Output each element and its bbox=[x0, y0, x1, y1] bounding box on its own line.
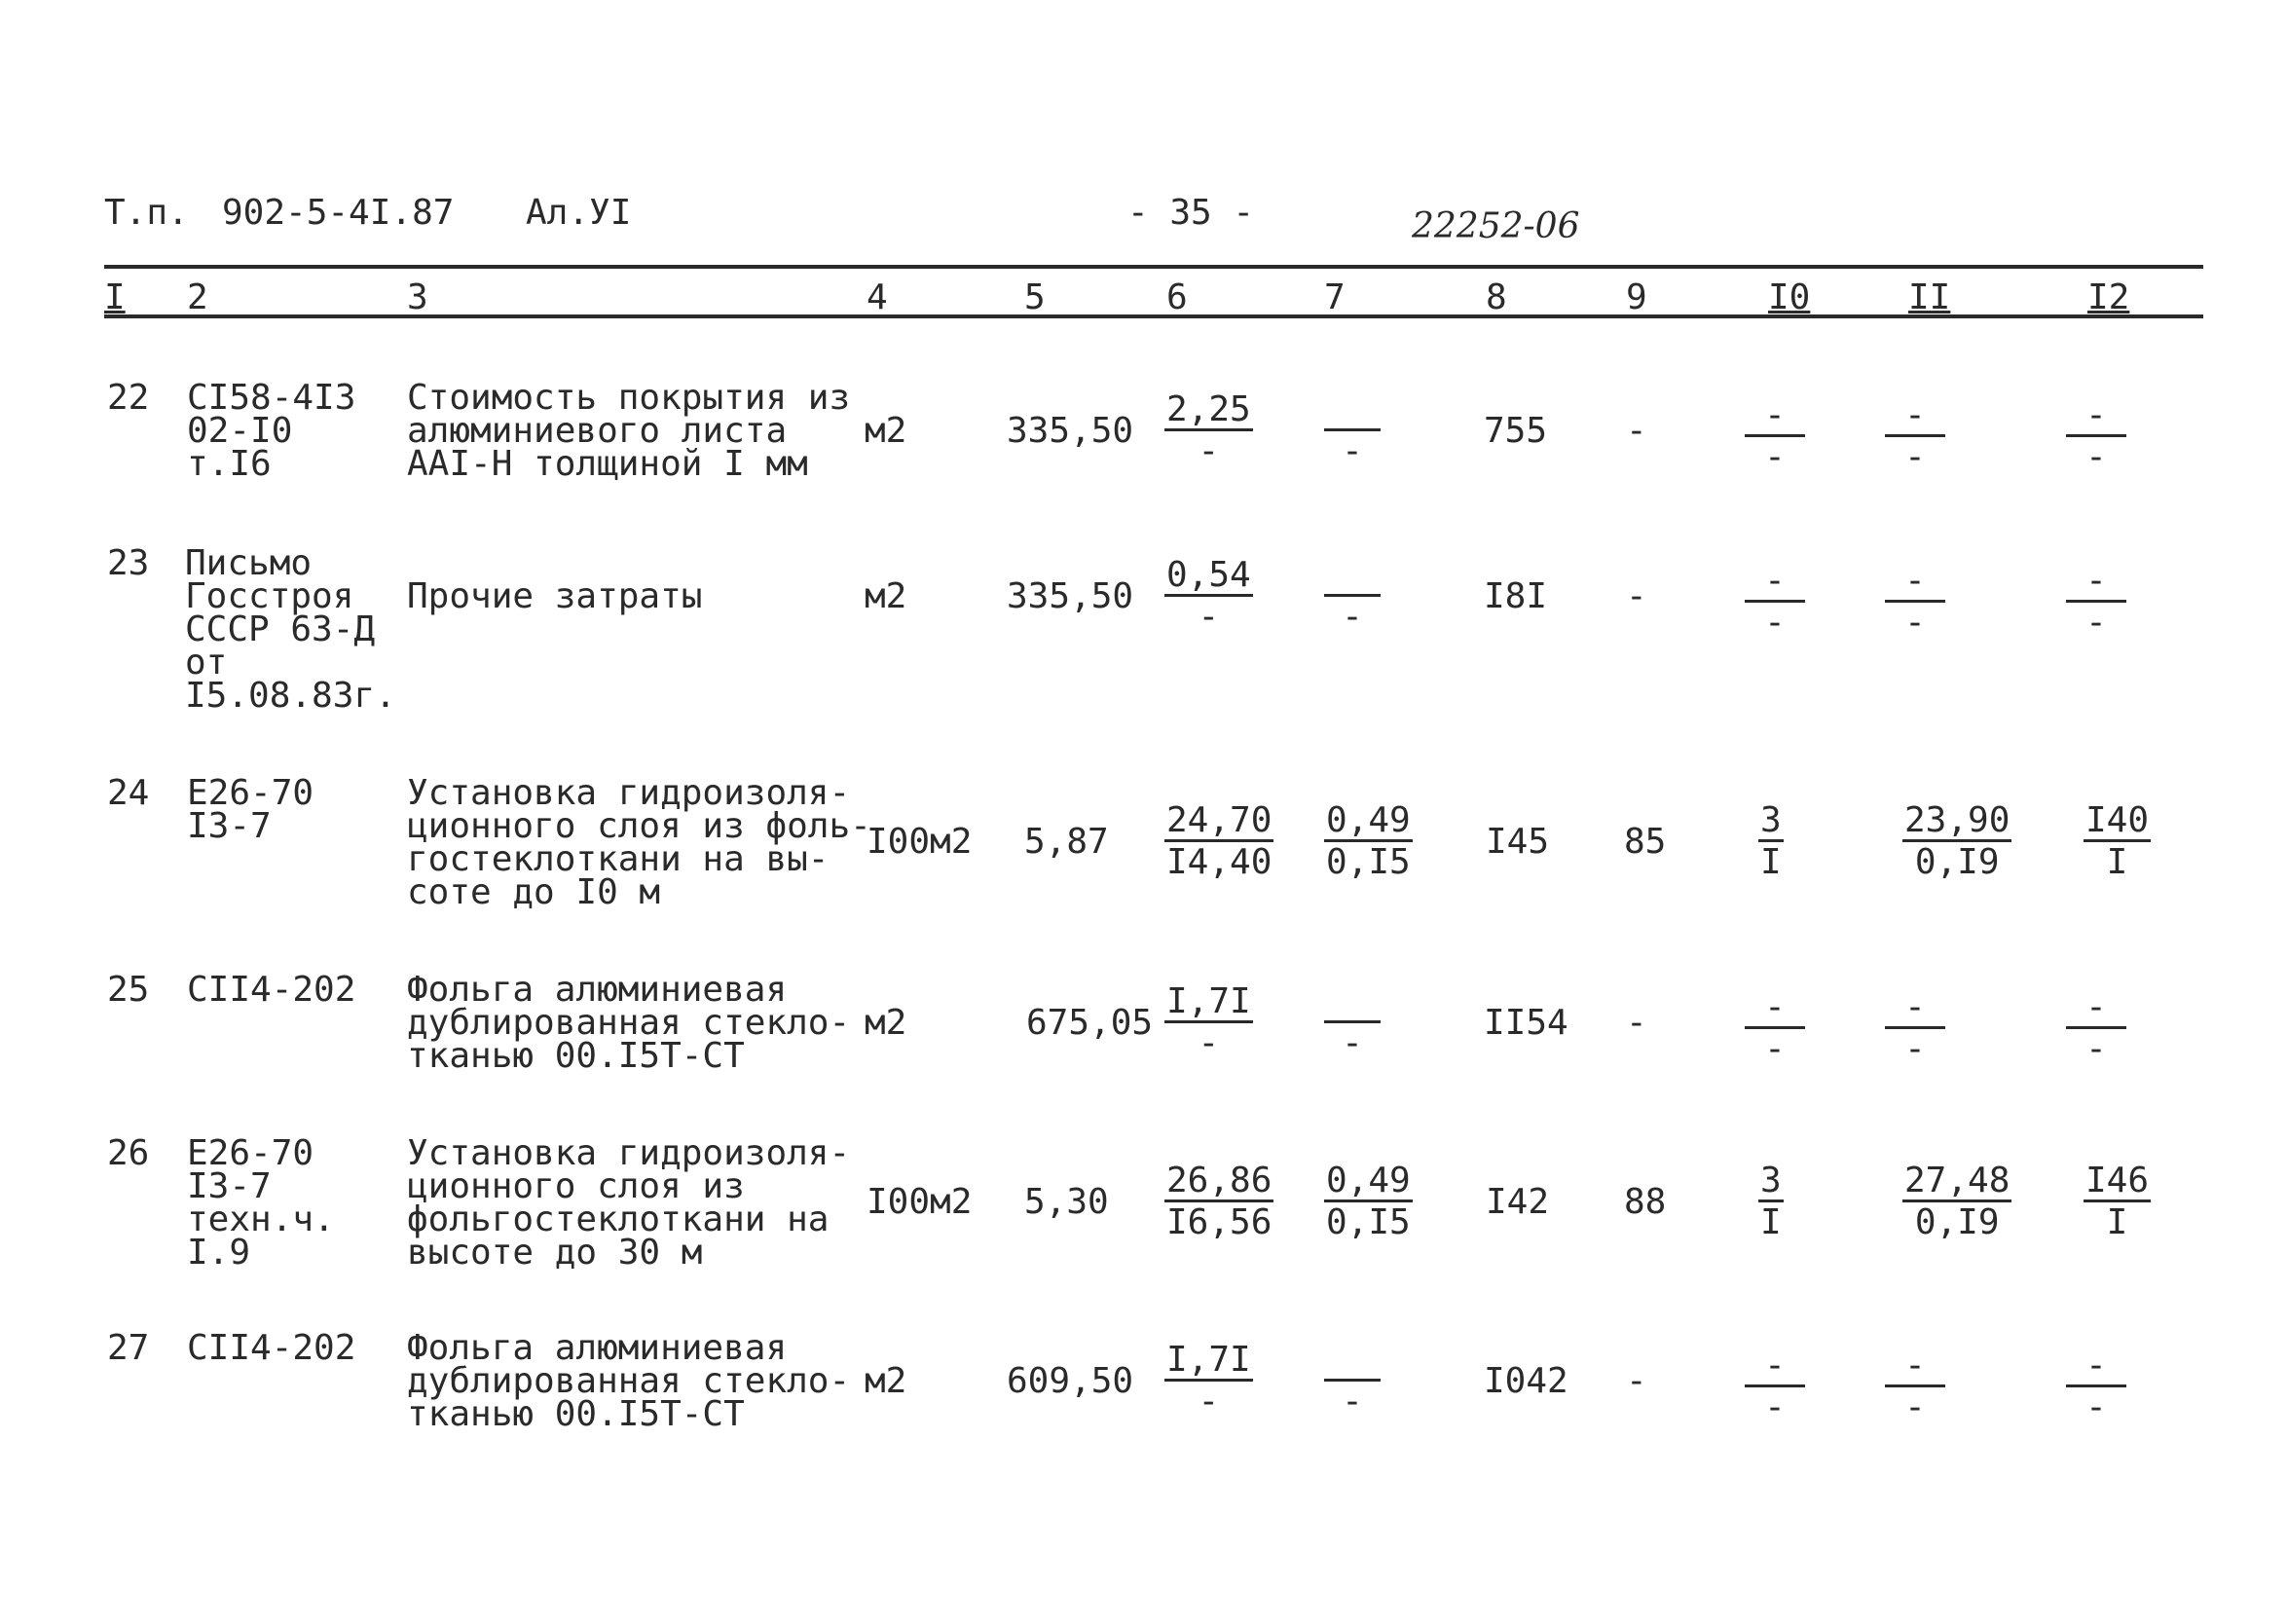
row-col9-value: - bbox=[1626, 576, 1647, 616]
row-col11-fraction: - - bbox=[1885, 991, 1945, 1066]
row-col10-fraction: $\frac{3}{I}$ bbox=[1760, 800, 1782, 882]
row-description bbox=[407, 970, 851, 1076]
row-description bbox=[407, 1328, 851, 1434]
row-col8-value: I8I bbox=[1484, 576, 1548, 616]
reference-line: I.9 bbox=[187, 1233, 251, 1273]
reference-line: техн.ч. bbox=[187, 1200, 335, 1239]
row-col11-fraction: $\frac{27,48}{0,I9}$ bbox=[1904, 1161, 2010, 1242]
row-unit: м2 bbox=[865, 1003, 907, 1043]
row-unit: I00м2 bbox=[867, 822, 973, 862]
description-line: фольгостеклоткани на bbox=[407, 1200, 830, 1239]
reference-line: I5.08.83г. bbox=[185, 676, 396, 716]
row-number: 25 bbox=[107, 970, 150, 1010]
description-line: соте до I0 м bbox=[407, 872, 661, 912]
header-page-number: - 35 - bbox=[1127, 193, 1255, 233]
row-description bbox=[407, 773, 871, 912]
header-album: Ал.УI bbox=[526, 193, 632, 233]
row-col12-fraction: - - bbox=[2066, 991, 2126, 1066]
description-line: тканью 00.I5Т-СТ bbox=[407, 1036, 745, 1076]
row-quantity: 675,05 bbox=[1026, 1003, 1154, 1043]
column-number: 4 bbox=[867, 277, 888, 317]
row-col12-fraction: - - bbox=[2066, 565, 2126, 640]
row-col6-fraction: 0,54 - bbox=[1166, 555, 1251, 637]
column-number: I0 bbox=[1768, 277, 1811, 317]
row-col9-value: - bbox=[1626, 1003, 1647, 1043]
description-line: Установка гидроизоля- bbox=[407, 773, 851, 813]
description-line: высоте до 30 м bbox=[407, 1233, 703, 1273]
description-line: тканью 00.I5Т-СТ bbox=[407, 1394, 745, 1434]
column-number: 5 bbox=[1024, 277, 1046, 317]
column-number: 6 bbox=[1166, 277, 1188, 317]
row-col11-fraction: - - bbox=[1885, 565, 1945, 640]
header-project-number: 902-5-4I.87 bbox=[222, 193, 455, 233]
row-col8-value: I42 bbox=[1486, 1182, 1550, 1222]
row-number: 22 bbox=[107, 378, 150, 418]
row-reference bbox=[187, 773, 314, 846]
description-line: дублированная стекло- bbox=[407, 1361, 851, 1401]
row-col9-value: 85 bbox=[1624, 822, 1667, 862]
description-line: ционного слоя из фоль- bbox=[407, 806, 871, 846]
header-handwritten-code: 22252-06 bbox=[1412, 206, 1580, 246]
reference-line: CII4-202 bbox=[187, 970, 356, 1010]
row-col10-fraction: $\frac{3}{I}$ bbox=[1760, 1161, 1782, 1242]
description-line: AAI-Н толщиной I мм bbox=[407, 444, 808, 484]
column-number: 9 bbox=[1626, 277, 1647, 317]
description-line: Фольга алюминиевая bbox=[407, 970, 788, 1010]
row-col12-fraction: - - bbox=[2066, 1349, 2126, 1424]
row-col6-fraction: 2,25 - bbox=[1166, 389, 1251, 471]
row-col8-value: I042 bbox=[1484, 1361, 1568, 1401]
row-col9-value: 88 bbox=[1624, 1182, 1667, 1222]
description-line: Стоимость покрытия из bbox=[407, 378, 851, 418]
row-reference bbox=[185, 543, 396, 716]
row-col6-fraction: I,7I - bbox=[1166, 1340, 1251, 1421]
row-col11-fraction: $\frac{23,90}{0,I9}$ bbox=[1904, 800, 2010, 882]
row-col7-fraction: - bbox=[1324, 1361, 1381, 1419]
description-line: Установка гидроизоля- bbox=[407, 1133, 851, 1173]
row-col12-fraction: $\frac{I46}{I}$ bbox=[2085, 1161, 2150, 1242]
reference-line: I3-7 bbox=[187, 806, 272, 846]
row-col7-fraction: - bbox=[1324, 1003, 1381, 1060]
row-col12-fraction: - - bbox=[2066, 399, 2126, 474]
row-col10-fraction: - - bbox=[1745, 991, 1805, 1066]
column-number: II bbox=[1908, 277, 1951, 317]
row-number: 26 bbox=[107, 1133, 150, 1173]
description-line: гостеклоткани на вы- bbox=[407, 839, 830, 879]
reference-line: CII4-202 bbox=[187, 1328, 356, 1368]
row-col7-fraction: - bbox=[1324, 411, 1381, 468]
description-line: Фольга алюминиевая bbox=[407, 1328, 788, 1368]
row-number: 24 bbox=[107, 773, 150, 813]
column-number: 7 bbox=[1324, 277, 1346, 317]
reference-line: Письмо bbox=[185, 543, 313, 583]
row-col11-fraction: - - bbox=[1885, 1349, 1945, 1424]
column-number: 2 bbox=[187, 277, 208, 317]
reference-line: I3-7 bbox=[187, 1166, 272, 1206]
row-col8-value: I45 bbox=[1486, 822, 1550, 862]
row-col10-fraction: - - bbox=[1745, 565, 1805, 640]
reference-line: СССР 63-Д bbox=[185, 609, 376, 649]
row-quantity: 5,87 bbox=[1024, 822, 1109, 862]
row-reference bbox=[187, 378, 356, 484]
column-number: I2 bbox=[2087, 277, 2130, 317]
row-col8-value: 755 bbox=[1484, 411, 1548, 451]
description-line: ционного слоя из bbox=[407, 1166, 745, 1206]
row-col6-fraction: $\frac{26,86}{I6,56}$ bbox=[1166, 1161, 1273, 1242]
row-col10-fraction: - - bbox=[1745, 1349, 1805, 1424]
row-col8-value: II54 bbox=[1484, 1003, 1568, 1043]
row-reference bbox=[187, 970, 356, 1010]
row-col6-fraction: $\frac{24,70}{I4,40}$ bbox=[1166, 800, 1273, 882]
header-top-rule bbox=[104, 265, 2203, 269]
row-unit: м2 bbox=[865, 576, 907, 616]
column-number: 8 bbox=[1486, 277, 1507, 317]
reference-line: от bbox=[185, 643, 228, 683]
row-reference bbox=[187, 1133, 335, 1273]
row-col11-fraction: - - bbox=[1885, 399, 1945, 474]
row-description bbox=[407, 576, 703, 616]
row-quantity: 5,30 bbox=[1024, 1182, 1109, 1222]
reference-line: Е26-70 bbox=[187, 773, 314, 813]
row-col6-fraction: I,7I - bbox=[1166, 981, 1251, 1063]
row-col7-fraction: $\frac{0,49}{0,I5}$ bbox=[1326, 800, 1411, 882]
row-quantity: 335,50 bbox=[1007, 576, 1134, 616]
reference-line: т.I6 bbox=[187, 444, 272, 484]
row-number: 23 bbox=[107, 543, 150, 583]
row-col7-fraction: - bbox=[1324, 576, 1381, 634]
row-unit: м2 bbox=[865, 1361, 907, 1401]
row-col9-value: - bbox=[1626, 1361, 1647, 1401]
row-description bbox=[407, 1133, 851, 1273]
row-quantity: 609,50 bbox=[1007, 1361, 1134, 1401]
description-line: дублированная стекло- bbox=[407, 1003, 851, 1043]
header-series: Т.п. bbox=[104, 193, 189, 233]
row-col9-value: - bbox=[1626, 411, 1647, 451]
reference-line: Госстроя bbox=[185, 576, 354, 616]
row-reference bbox=[187, 1328, 356, 1368]
row-col12-fraction: $\frac{I40}{I}$ bbox=[2085, 800, 2150, 882]
row-unit: м2 bbox=[865, 411, 907, 451]
description-line: алюминиевого листа bbox=[407, 411, 788, 451]
row-col10-fraction: - - bbox=[1745, 399, 1805, 474]
reference-line: CI58-4I3 bbox=[187, 378, 356, 418]
reference-line: Е26-70 bbox=[187, 1133, 314, 1173]
reference-line: 02-I0 bbox=[187, 411, 293, 451]
description-line: Прочие затраты bbox=[407, 576, 703, 616]
column-number: I bbox=[104, 277, 126, 317]
column-number: 3 bbox=[407, 277, 428, 317]
row-number: 27 bbox=[107, 1328, 150, 1368]
row-col7-fraction: $\frac{0,49}{0,I5}$ bbox=[1326, 1161, 1411, 1242]
row-quantity: 335,50 bbox=[1007, 411, 1134, 451]
row-description bbox=[407, 378, 851, 484]
row-unit: I00м2 bbox=[867, 1182, 973, 1222]
